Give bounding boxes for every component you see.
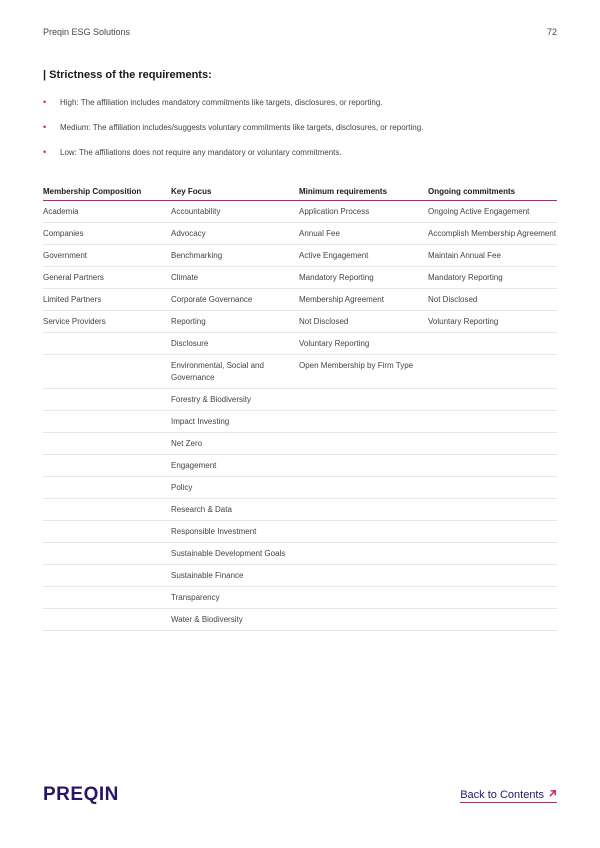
table-cell	[299, 389, 428, 411]
table-cell: Open Membership by Firm Type	[299, 355, 428, 389]
table-cell	[43, 433, 171, 455]
table-row	[43, 521, 557, 543]
table-cell	[428, 433, 557, 455]
table-row	[43, 311, 557, 333]
bullet-item-low	[43, 148, 563, 173]
table-cell	[299, 455, 428, 477]
table-header-row	[43, 185, 557, 201]
membership-table	[43, 185, 557, 631]
table-cell: Responsible Investment	[171, 521, 299, 543]
table-row	[43, 587, 557, 609]
table-cell	[428, 389, 557, 411]
column-header: Ongoing commitments	[428, 185, 557, 201]
table-cell: Membership Agreement	[299, 289, 428, 311]
table-cell	[43, 455, 171, 477]
table-cell	[43, 355, 171, 389]
table-cell	[43, 411, 171, 433]
table-cell	[428, 587, 557, 609]
table-cell: Disclosure	[171, 333, 299, 355]
table-cell: Transparency	[171, 587, 299, 609]
bullet-text: Medium: The affiliation includes/suggests voluntary commitments like targets, disclosures, or reporting.	[60, 123, 424, 132]
table-cell: Impact Investing	[171, 411, 299, 433]
table-row	[43, 411, 557, 433]
table-row	[43, 201, 557, 223]
table-cell	[43, 499, 171, 521]
header-title: Preqin ESG Solutions	[43, 27, 131, 37]
table-cell	[43, 389, 171, 411]
table-cell	[428, 609, 557, 631]
table-row	[43, 389, 557, 411]
table-row	[43, 333, 557, 355]
table-cell	[43, 521, 171, 543]
section-title: | Strictness of the requirements:	[43, 69, 212, 81]
table-cell: Not Disclosed	[299, 311, 428, 333]
table-cell	[428, 455, 557, 477]
table-body	[43, 201, 557, 631]
bullet-item-medium	[43, 123, 563, 148]
table-cell: Accountability	[171, 201, 299, 223]
table-cell: Voluntary Reporting	[428, 311, 557, 333]
column-header: Membership Composition	[43, 185, 171, 201]
table-row	[43, 609, 557, 631]
table-cell: Voluntary Reporting	[299, 333, 428, 355]
table-cell: General Partners	[43, 267, 171, 289]
table-cell	[428, 565, 557, 587]
table-cell: Forestry & Biodiversity	[171, 389, 299, 411]
table-cell: Government	[43, 245, 171, 267]
back-link-label: Back to Contents	[460, 789, 544, 801]
table-cell	[299, 411, 428, 433]
table-row	[43, 565, 557, 587]
arrow-up-right-icon	[548, 789, 557, 801]
table-cell	[428, 521, 557, 543]
table-row	[43, 499, 557, 521]
bullet-list	[43, 98, 563, 173]
table-cell	[428, 543, 557, 565]
column-header: Minimum requirements	[299, 185, 428, 201]
table-row	[43, 543, 557, 565]
table-row	[43, 355, 557, 389]
table-cell	[43, 609, 171, 631]
table-cell	[299, 565, 428, 587]
preqin-logo: PREQIN	[43, 784, 119, 805]
table-cell: Limited Partners	[43, 289, 171, 311]
table-cell: Net Zero	[171, 433, 299, 455]
table-cell	[299, 433, 428, 455]
bullet-dot-icon: •	[43, 147, 47, 157]
table-cell: Water & Biodiversity	[171, 609, 299, 631]
table-cell: Accomplish Membership Agreement	[428, 223, 557, 245]
table-cell: Mandatory Reporting	[428, 267, 557, 289]
table-row	[43, 433, 557, 455]
table-cell	[43, 587, 171, 609]
table-cell	[428, 411, 557, 433]
table-row	[43, 223, 557, 245]
table-cell	[299, 609, 428, 631]
table-cell: Advocacy	[171, 223, 299, 245]
table-cell	[428, 355, 557, 389]
table-cell: Sustainable Finance	[171, 565, 299, 587]
table-cell	[43, 543, 171, 565]
table-cell	[43, 565, 171, 587]
bullet-text: Low: The affiliations does not require any mandatory or voluntary commitments.	[60, 148, 342, 157]
bullet-text: High: The affiliation includes mandatory commitments like targets, disclosures, or reporting.	[60, 98, 383, 107]
bullet-dot-icon: •	[43, 122, 47, 132]
table-cell: Engagement	[171, 455, 299, 477]
back-to-contents-link[interactable]	[460, 789, 557, 803]
table-cell: Service Providers	[43, 311, 171, 333]
table-cell	[428, 477, 557, 499]
table-cell: Academia	[43, 201, 171, 223]
table-row	[43, 245, 557, 267]
table-row	[43, 267, 557, 289]
table-cell: Maintain Annual Fee	[428, 245, 557, 267]
table-cell: Companies	[43, 223, 171, 245]
table-cell	[43, 477, 171, 499]
table-cell: Research & Data	[171, 499, 299, 521]
table-cell: Policy	[171, 477, 299, 499]
table-row	[43, 477, 557, 499]
page-number: 72	[546, 27, 557, 37]
table-cell	[299, 499, 428, 521]
bullet-dot-icon: •	[43, 97, 47, 107]
table-cell: Application Process	[299, 201, 428, 223]
table-cell: Climate	[171, 267, 299, 289]
table-cell: Active Engagement	[299, 245, 428, 267]
table-cell	[299, 477, 428, 499]
column-header: Key Focus	[171, 185, 299, 201]
table-cell	[299, 543, 428, 565]
table-cell	[299, 587, 428, 609]
table-row	[43, 455, 557, 477]
table-cell: Environmental, Social and Governance	[171, 355, 299, 389]
table-cell: Benchmarking	[171, 245, 299, 267]
table-cell: Ongoing Active Engagement	[428, 201, 557, 223]
table-cell: Reporting	[171, 311, 299, 333]
bullet-item-high	[43, 98, 563, 123]
table-cell: Sustainable Development Goals	[171, 543, 299, 565]
table-cell	[428, 333, 557, 355]
table-cell	[43, 333, 171, 355]
table-cell	[299, 521, 428, 543]
table-cell: Mandatory Reporting	[299, 267, 428, 289]
table-cell: Corporate Governance	[171, 289, 299, 311]
table-cell	[428, 499, 557, 521]
table-cell: Annual Fee	[299, 223, 428, 245]
table-cell: Not Disclosed	[428, 289, 557, 311]
table-row	[43, 289, 557, 311]
